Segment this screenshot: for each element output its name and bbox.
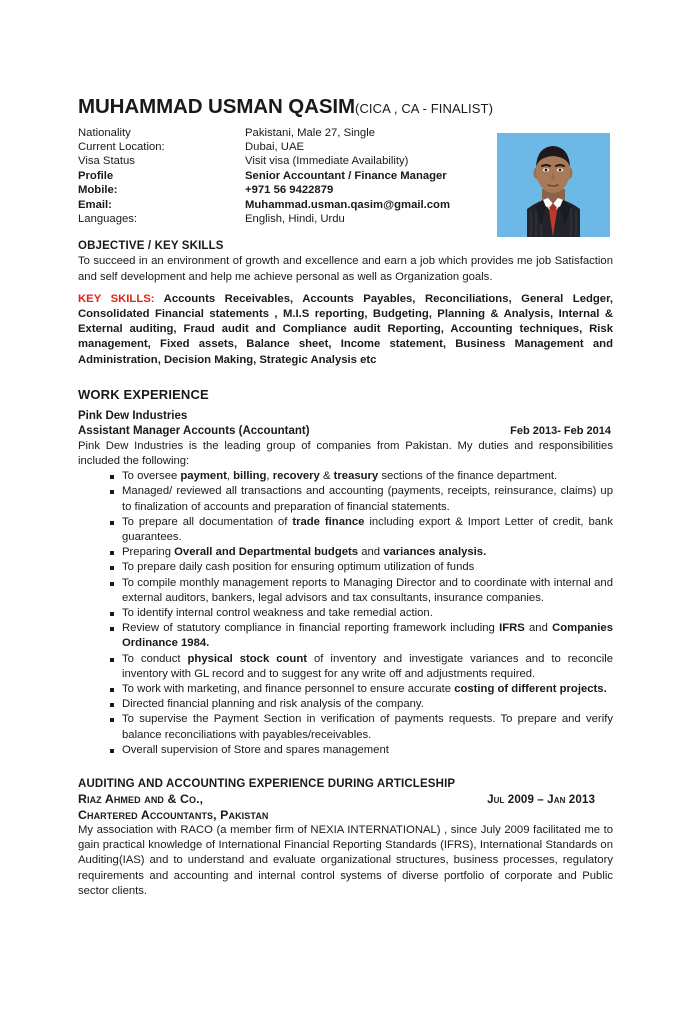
list-item: To compile monthly management reports to Managing Director and to coordinate with internal and external auditors, bankers, legal advisors and tax consultants, insurance companies. <box>78 576 613 606</box>
key-skills-paragraph <box>78 292 613 368</box>
list-item: To identify internal control weakness and take remedial action. <box>78 606 613 621</box>
list-item: To prepare all documentation of trade finance including export & Import Letter of credit, bank guarantees. <box>78 515 613 545</box>
list-item: To oversee payment, billing, recovery & treasury sections of the finance department. <box>78 469 613 484</box>
key-skills-text: Accounts Receivables, Accounts Payables, Reconciliations, General Ledger, Consolidated Financial statements , M.I.S reporting, Budgeting, Planning & Analysis, Internal & External auditing, Fraud audit and Compliance audit Reporting, Accounting techniques, Risk management, Fixed assets, Balance sheet, Income statement, Business Management and Administration, Decision Making, Strategic Analysis etc <box>78 292 613 366</box>
list-item: Review of statutory compliance in financial reporting framework including IFRS and Companies Ordinance 1984. <box>78 621 613 651</box>
table-row <box>78 140 508 154</box>
contact-value-visa-status: Visit visa (Immediate Availability) <box>245 155 409 168</box>
page-title: MUHAMMAD USMAN QASIM <box>78 95 356 118</box>
firm-date-range: Jul 2009 – Jan 2013 <box>487 793 595 807</box>
contact-value-nationality: Pakistani, Male 27, Single <box>245 126 375 139</box>
name-credentials: (CICA , CA - FINALIST) <box>355 101 494 116</box>
list-item: Preparing Overall and Departmental budgets and variances analysis. <box>78 545 613 560</box>
job-intro-paragraph: Pink Dew Industries is the leading group of companies from Pakistan. My duties and responsibilities included the following: <box>78 439 613 468</box>
list-item: To conduct physical stock count of inventory and investigate variances and to reconcile inventory with GL record and to suggest for any write off and adjustments required. <box>78 652 613 682</box>
contact-label-visa-status: Visa Status <box>78 155 135 168</box>
section-heading-objective: OBJECTIVE / KEY SKILLS <box>78 240 224 253</box>
table-row <box>78 169 508 183</box>
job-responsibilities-list <box>78 469 613 758</box>
contact-value-profile: Senior Accountant / Finance Manager <box>245 169 447 182</box>
firm-row <box>78 792 613 808</box>
section-heading-articleship: AUDITING AND ACCOUNTING EXPERIENCE DURING ARTICLESHIP <box>78 778 456 791</box>
contact-label-current-location: Current Location: <box>78 140 165 153</box>
section-heading-work-experience: WORK EXPERIENCE <box>78 386 209 402</box>
contact-label-profile: Profile <box>78 169 114 182</box>
table-row <box>78 198 508 212</box>
job-title-row <box>78 424 613 439</box>
table-row <box>78 154 508 168</box>
list-item: Managed/ reviewed all transactions and accounting (payments, receipts, reinsurance, claims) up to finalization of accounts and preparation of financial statements. <box>78 484 613 514</box>
list-item: Overall supervision of Store and spares management <box>78 743 613 758</box>
list-item: Directed financial planning and risk analysis of the company. <box>78 697 613 712</box>
articleship-paragraph: My association with RACO (a member firm of NEXIA INTERNATIONAL) , since July 2009 facilitated me to gain practical knowledge of International Financial Reporting Standards (IFRS), International Standards on Auditing(IAS) and to understand and evaluate organizational structures, business processes, regulatory requirements and accounting and internal control systems of diverse portfolio of corporate and Public sector clients. <box>78 824 613 897</box>
list-item: To supervise the Payment Section in verification of payments requests. To prepare and verify balance reconciliations with payables/receivables. <box>78 712 613 742</box>
employer-name: Pink Dew Industries <box>78 409 188 422</box>
contact-label-mobile: Mobile: <box>78 184 118 197</box>
contact-label-languages: Languages: <box>78 212 138 225</box>
contact-label-email: Email: <box>78 198 112 211</box>
contact-value-email[interactable]: Muhammad.usman.qasim@gmail.com <box>245 198 450 211</box>
contact-details-table <box>78 126 508 227</box>
contact-value-mobile: +971 56 9422879 <box>245 184 334 197</box>
job-date-range: Feb 2013- Feb 2014 <box>510 424 611 437</box>
table-row <box>78 126 508 140</box>
list-item: To prepare daily cash position for ensuring optimum utilization of funds <box>78 560 613 575</box>
firm-name: Riaz Ahmed and & Co., <box>78 792 204 807</box>
table-row <box>78 212 508 226</box>
objective-paragraph: To succeed in an environment of growth and excellence and earn a job which provides me job Satisfaction and self development and help me achieve personal as well as Organization goals. <box>78 255 613 283</box>
list-item: To work with marketing, and finance personnel to ensure accurate costing of different projects. <box>78 682 613 697</box>
resume-content <box>78 96 613 899</box>
contact-value-languages: English, Hindi, Urdu <box>245 212 345 225</box>
contact-label-nationality: Nationality <box>78 126 131 139</box>
contact-value-current-location: Dubai, UAE <box>245 140 305 153</box>
key-skills-label: KEY SKILLS: <box>78 292 155 305</box>
table-row <box>78 183 508 197</box>
job-title: Assistant Manager Accounts (Accountant) <box>78 424 310 437</box>
header-name-line <box>78 96 613 119</box>
firm-subtitle: Chartered Accountants, Pakistan <box>78 807 269 822</box>
